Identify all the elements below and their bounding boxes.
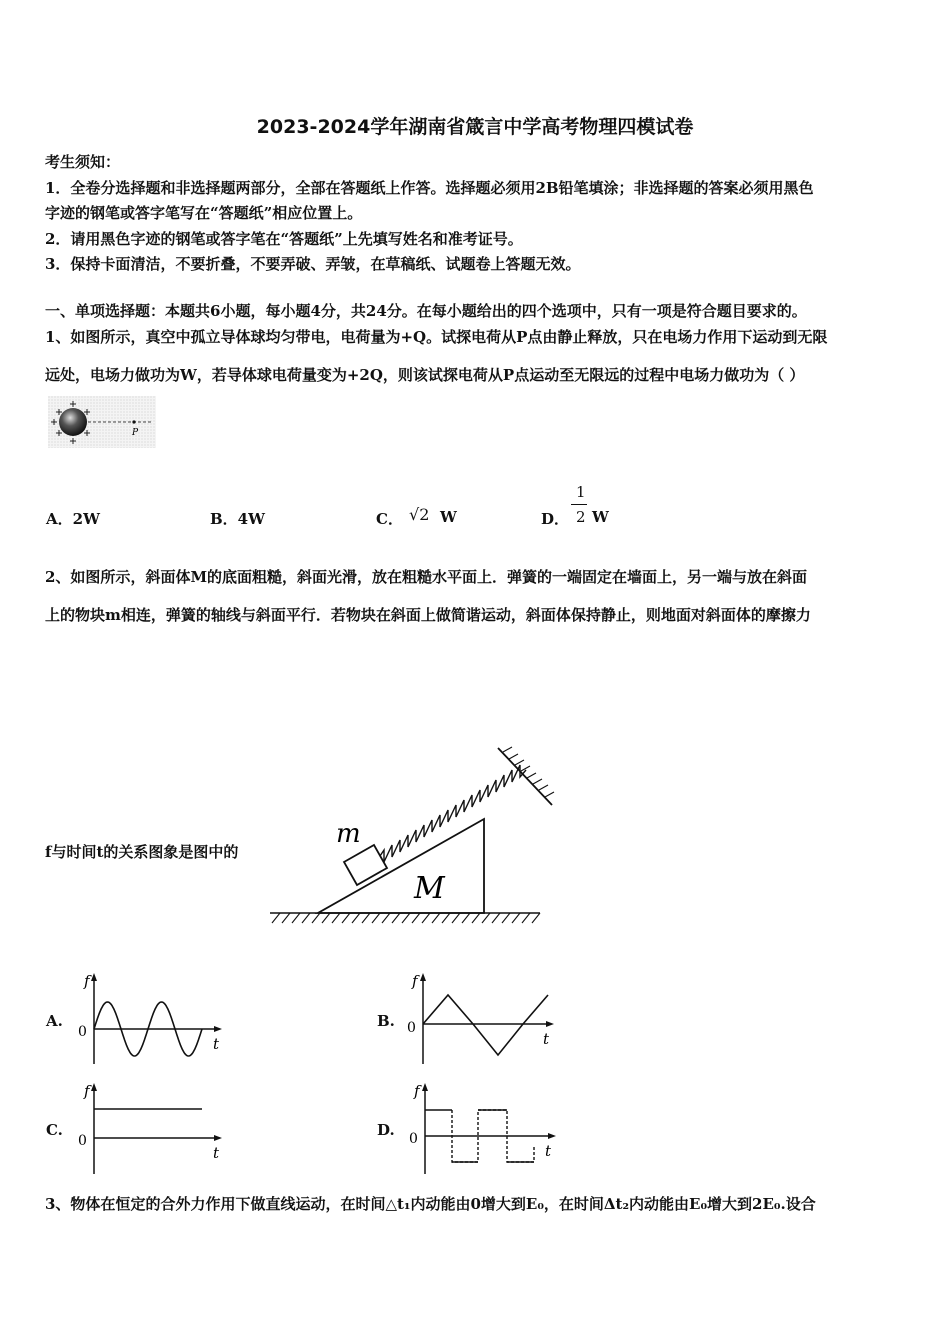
graph-c-x-label: t xyxy=(213,1144,220,1162)
graph-d-label[interactable]: D. xyxy=(377,1121,395,1139)
graph-d-origin-label: 0 xyxy=(409,1131,418,1147)
q1-option-c-radical: √2 xyxy=(409,505,430,524)
q1-text-line-1: 1、如图所示，真空中孤立导体球均匀带电，电荷量为+Q。试探电荷从P点由静止释放，只在电场力作用下运动到无限 xyxy=(45,328,828,346)
section-heading: 一、单项选择题：本题共6小题，每小题4分，共24分。在每小题给出的四个选项中，只有一项是符合题目要求的。 xyxy=(45,302,807,320)
q1-option-d-unit: W xyxy=(592,508,609,526)
q1-option-d[interactable]: D． xyxy=(541,510,570,528)
wedge-label: M xyxy=(414,871,445,906)
graph-c-label[interactable]: C. xyxy=(46,1121,63,1139)
notice-line-4: 3．保持卡面清洁，不要折叠，不要弄破、弄皱，在草稿纸、试题卷上答题无效。 xyxy=(45,255,581,273)
q1-option-d-numerator: 1 xyxy=(576,483,586,501)
q1-option-c-unit: W xyxy=(440,508,457,526)
point-p-label: P xyxy=(132,428,139,438)
page-title: 2023-2024学年湖南省箴言中学高考物理四模试卷 xyxy=(256,116,694,138)
graph-c-origin-label: 0 xyxy=(78,1133,87,1149)
q1-option-c[interactable]: C． xyxy=(376,510,403,528)
q3-text-line-1: 3、物体在恒定的合外力作用下做直线运动，在时间△t₁内动能由0增大到E₀，在时间Δt₂内动能由E₀增大到2E₀.设合 xyxy=(45,1195,816,1213)
block-label: m xyxy=(336,819,361,849)
notice-line-3: 2．请用黑色字迹的钢笔或答字笔在“答题纸”上先填写姓名和准考证号。 xyxy=(45,230,523,248)
graph-b-x-label: t xyxy=(543,1030,550,1048)
q2-text-line-3: f与时间t的关系图象是图中的 xyxy=(45,843,239,861)
q1-option-a[interactable]: A．2W xyxy=(46,510,100,528)
q1-option-d-denominator: 2 xyxy=(576,508,586,526)
notice-heading: 考生须知： xyxy=(45,153,121,171)
graph-b-origin-label: 0 xyxy=(407,1020,416,1036)
graph-b-y-label: f xyxy=(412,972,418,990)
q2-text-line-1: 2、如图所示，斜面体M的底面粗糙，斜面光滑，放在粗糙水平面上．弹簧的一端固定在墙面上，另一端与放在斜面 xyxy=(45,568,808,586)
graph-c-y-label: f xyxy=(84,1082,90,1100)
graph-a-label[interactable]: A. xyxy=(46,1012,63,1030)
graph-d-x-label: t xyxy=(545,1142,552,1160)
graph-a-origin-label: 0 xyxy=(78,1024,87,1040)
graph-d-y-label: f xyxy=(414,1082,420,1100)
notice-line-1: 1．全卷分选择题和非选择题两部分，全部在答题纸上作答。选择题必须用2B铅笔填涂；非选择题的答案必须用黑色 xyxy=(45,179,814,197)
q1-option-b[interactable]: B．4W xyxy=(210,510,265,528)
notice-line-2: 字迹的钢笔或答字笔写在“答题纸”相应位置上。 xyxy=(45,204,363,222)
graph-a-y-label: f xyxy=(84,972,90,990)
graph-b-label[interactable]: B. xyxy=(377,1012,395,1030)
graph-a-x-label: t xyxy=(213,1035,220,1053)
q1-text-line-2: 远处，电场力做功为W，若导体球电荷量变为+2Q，则该试探电荷从P点运动至无限远的过程中电场力做功为（ ） xyxy=(45,366,805,384)
q2-text-line-2: 上的物块m相连，弹簧的轴线与斜面平行．若物块在斜面上做简谐运动，斜面体保持静止，则地面对斜面体的摩擦力 xyxy=(45,606,811,624)
